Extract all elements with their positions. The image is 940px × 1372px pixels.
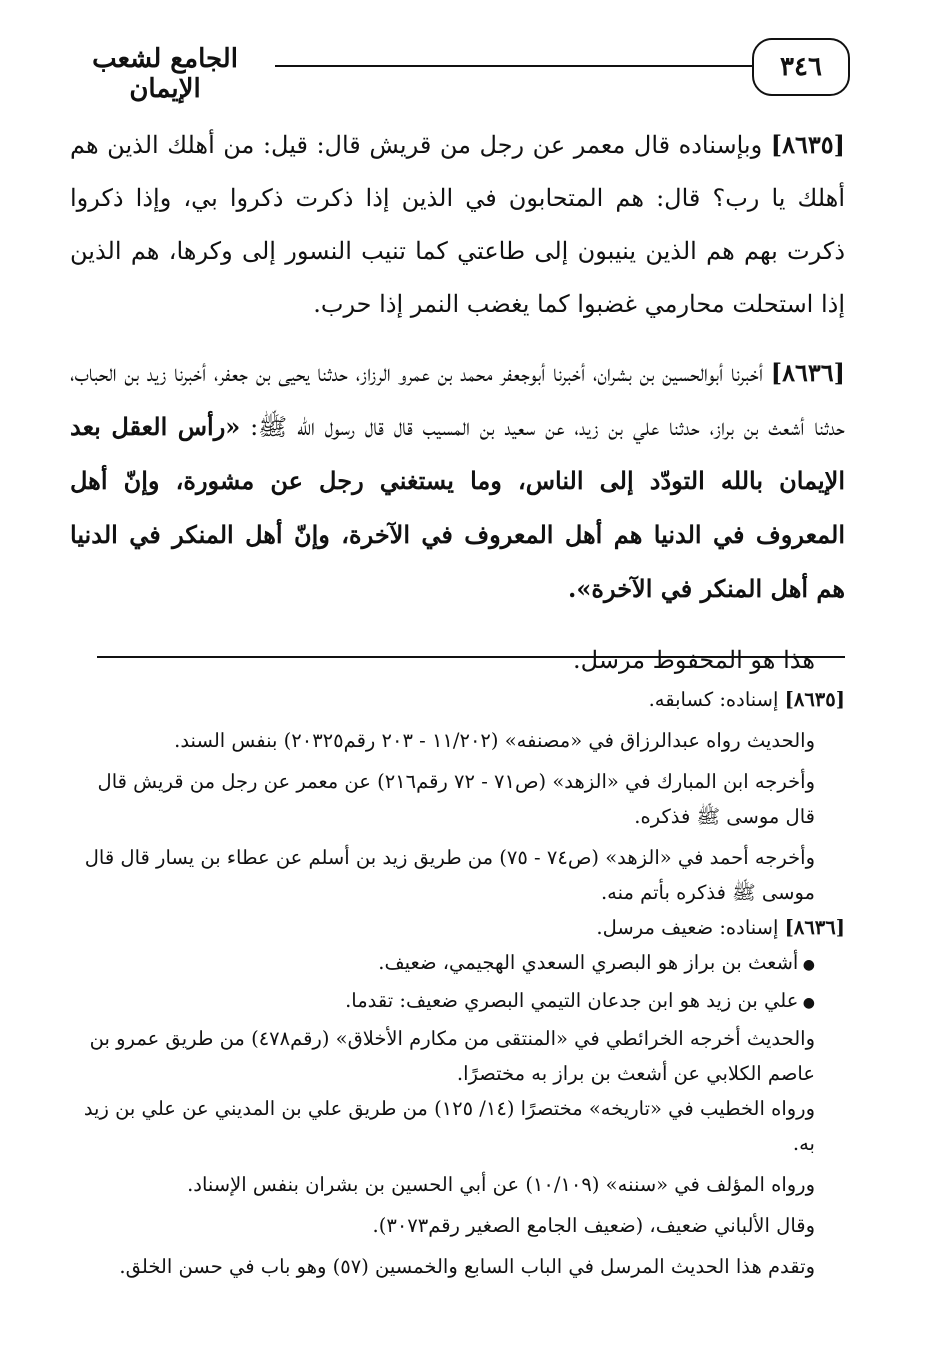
footnote-8636-head (70, 910, 845, 945)
footnote-line: ورواه الخطيب في «تاريخه» مختصرًا (١٤/ ١٢٥) من طريق علي بن المديني عن علي بن زيد به. (83, 1097, 815, 1155)
page-number: ٣٤٦ (752, 38, 850, 96)
page-header (60, 38, 850, 102)
hadith-8635 (70, 118, 845, 331)
footnote-line: وأخرجه ابن المبارك في «الزهد» (ص٧١ - ٧٢ رقم٢١٦) عن معمر عن رجل من قريش قال قال موسى ﷺ فذكره. (97, 770, 815, 828)
footnote-heading: إسناده: ضعيف مرسل. (596, 916, 779, 939)
hadith-8636 (70, 346, 845, 616)
footnote-separator (97, 656, 845, 658)
footnotes (70, 682, 845, 1284)
grading-note: هذا هو المحفوظ مرسل. (573, 646, 815, 674)
footnote-line: ورواه المؤلف في «سننه» (١٠/١٠٩) عن أبي الحسين بن بشران بنفس الإسناد. (187, 1173, 815, 1196)
hadith-number: [٨٦٣٦] (770, 358, 845, 387)
footnote-heading: إسناده: كسابقه. (648, 688, 779, 711)
footnote-line: والحديث رواه عبدالرزاق في «مصنفه» (١١/٢٠٢ - ٢٠٣ رقم٢٠٣٢٥) بنفس السند. (174, 729, 815, 752)
header-rule (275, 65, 752, 67)
footnote-bullet: ● علي بن زيد هو ابن جدعان التيمي البصري ضعيف: تقدما. (70, 983, 845, 1021)
footnote-line: والحديث أخرجه الخرائطي في «المنتقى من مكارم الأخلاق» (رقم٤٧٨) من طريق عمرو بن عاصم الكلابي عن أشعث بن براز به مختصرًا. (89, 1027, 815, 1085)
book-title: الجامع لشعب الإيمان (92, 44, 238, 104)
footnote-line: وقال الألباني ضعيف، (ضعيف الجامع الصغير رقم٣٠٧٣). (372, 1214, 815, 1237)
footnote-line: وأخرجه أحمد في «الزهد» (ص٧٤ - ٧٥) من طريق زيد بن أسلم عن عطاء بن يسار قال قال موسى ﷺ فذكره بأتم منه. (84, 846, 815, 904)
hadith-chain: أخبرنا أبوالحسين بن بشران، أخبرنا أبوجعفر محمد بن عمرو الرزاز، حدثنا يحيى بن جعفر، أخبرنا زيد بن الحباب، حدثنا أشعث بن براز، حدثنا علي بن زيد، عن سعيد بن المسيب قال قال رسول الله ﷺ: (70, 359, 845, 441)
hadith-text: وبإسناده قال معمر عن رجل من قريش قال: قيل: من أهلك الذين هم أهلك يا رب؟ قال: هم المتحابون في الذين إذا ذكرت ذكروا بي، وإذا ذكروا ذكرت بهم هم الذين ينيبون إلى طاعتي كما تنيب النسور إلى وكرها، هم الذين إذا استحلت محارمي غضبوا كما يغضب النمر إذا حرب. (70, 131, 845, 318)
footnote-number: [٨٦٣٦] (784, 916, 845, 939)
footnote-line: وتقدم هذا الحديث المرسل في الباب السابع والخمسين (٥٧) وهو باب في حسن الخلق. (119, 1255, 815, 1278)
main-text (70, 118, 845, 687)
footnote-bullet: ● أشعث بن براز هو البصري السعدي الهجيمي، ضعيف. (70, 945, 845, 983)
footnote-8635-head (70, 682, 845, 717)
footnote-number: [٨٦٣٥] (784, 688, 845, 711)
hadith-quote: «رأس العقل بعد الإيمان بالله التودّد إلى الناس، وما يستغني رجل عن مشورة، وإنّ أهل المعروف في الدنيا هم أهل المعروف في الآخرة، وإنّ أهل المنكر في الدنيا هم أهل المنكر في الآخرة». (70, 412, 845, 603)
hadith-number: [٨٦٣٥] (770, 130, 845, 159)
